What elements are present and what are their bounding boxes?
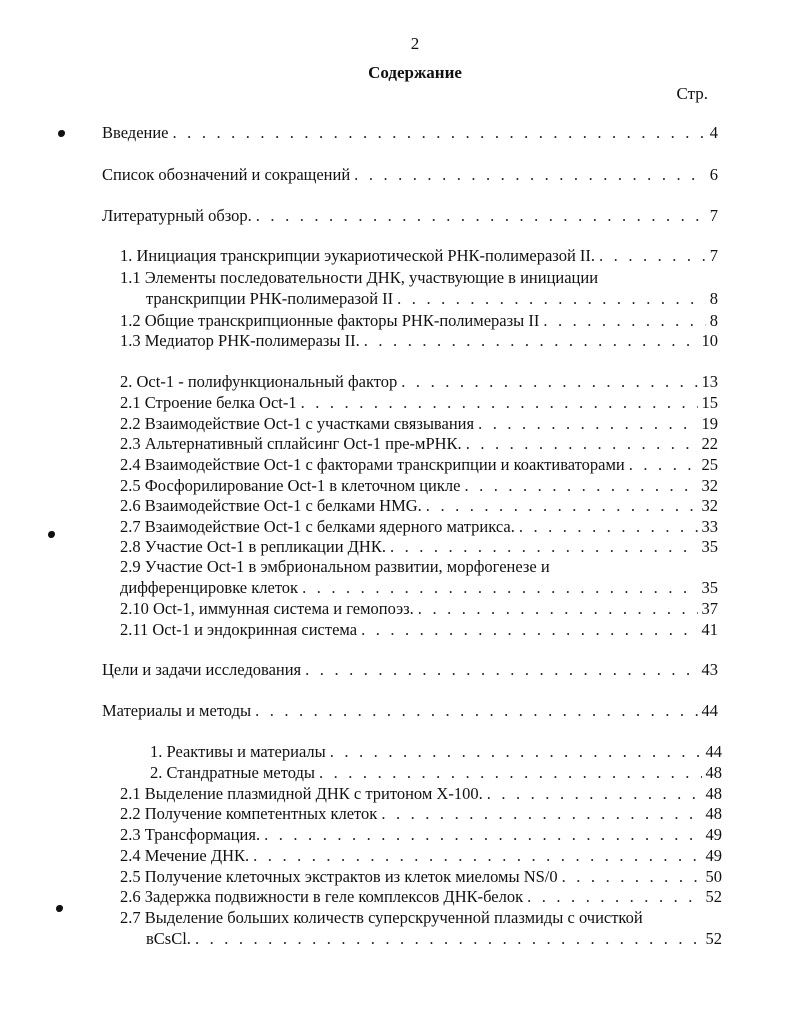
- toc-entry-label: Цели и задачи исследования: [102, 660, 302, 679]
- toc-leader-dots: [386, 537, 698, 557]
- toc-entry-label: 2. Стандратные методы: [150, 763, 315, 782]
- toc-leader-dots: [360, 331, 698, 351]
- toc-entry-page: 7: [709, 206, 718, 225]
- toc-entry: [120, 517, 718, 537]
- toc-leader-dots: [315, 763, 702, 783]
- toc-leader-dots: [474, 414, 697, 434]
- toc-leader-dots: [460, 476, 697, 496]
- toc-entry: [120, 455, 718, 475]
- toc-entry-label: 2.3 Альтернативный сплайсинг Oct-1 пре-мРНК.: [120, 434, 462, 453]
- toc-entry-label: 2.7 Взаимодействие Oct-1 с белками ядерного матрикса.: [120, 517, 515, 536]
- toc-leader-dots: [483, 784, 702, 804]
- toc-entry-label: 2.1 Строение белка Oct-1: [120, 393, 297, 412]
- toc-leader-dots: [169, 123, 706, 143]
- toc-entry: [146, 289, 718, 309]
- toc-entry: [120, 268, 718, 288]
- toc-leader-dots: [422, 496, 698, 516]
- toc-entry-page: 48: [705, 804, 722, 823]
- toc-entry: [120, 599, 718, 619]
- toc-entry: [120, 372, 718, 392]
- page-column-header: Стр.: [676, 84, 708, 103]
- toc-entry-page: 19: [701, 414, 718, 433]
- scan-mark: [58, 130, 65, 137]
- toc-entry: [102, 660, 718, 680]
- toc-entry-page: 8: [709, 311, 718, 330]
- toc-leader-dots: [595, 246, 706, 266]
- toc-entry-label: транскрипции РНК-полимеразой II: [146, 289, 394, 308]
- toc-entry-page: 48: [705, 784, 722, 803]
- toc-entry-label: 2.9 Участие Oct-1 в эмбриональном развитии, морфогенезе и: [120, 557, 550, 576]
- toc-leader-dots: [397, 372, 697, 392]
- toc-entry-label: 2.4 Мечение ДНК.: [120, 846, 250, 865]
- toc-entry: [120, 414, 718, 434]
- toc-entry-label: 1.3 Медиатор РНК-полимеразы II.: [120, 331, 360, 350]
- toc-leader-dots: [350, 165, 706, 185]
- toc-entry: [120, 578, 718, 598]
- scan-mark: [56, 905, 63, 912]
- toc-entry-page: 35: [701, 537, 718, 556]
- toc-entry: [120, 311, 718, 331]
- toc-entry-label: вCsCl.: [146, 929, 191, 948]
- toc-entry: [120, 393, 718, 413]
- toc-leader-dots: [377, 804, 701, 824]
- toc-leader-dots: [515, 517, 698, 537]
- toc-entry-page: 49: [705, 825, 722, 844]
- toc-entry-label: 2.4 Взаимодействие Oct-1 с факторами транскрипции и коактиваторами: [120, 455, 625, 474]
- toc-entry: [102, 123, 718, 143]
- toc-leader-dots: [357, 620, 697, 640]
- page-title: Содержание: [368, 63, 462, 82]
- toc-entry-label: 2.11 Oct-1 и эндокринная система: [120, 620, 358, 639]
- toc-leader-dots: [297, 393, 698, 413]
- toc-entry-page: 15: [701, 393, 718, 412]
- toc-leader-dots: [249, 846, 701, 866]
- toc-leader-dots: [191, 929, 702, 949]
- toc-entry: [120, 620, 718, 640]
- toc-entry: [120, 846, 722, 866]
- toc-leader-dots: [393, 289, 706, 309]
- toc-entry-page: 32: [701, 496, 718, 515]
- toc-entry-label: 2.10 Oct-1, иммунная система и гемопоэз.: [120, 599, 414, 618]
- toc-entry: [120, 331, 718, 351]
- toc-entry: [120, 557, 718, 577]
- toc-entry-page: 37: [701, 599, 718, 618]
- toc-entry-label: Материалы и методы: [102, 701, 252, 720]
- toc-leader-dots: [251, 701, 697, 721]
- toc-entry-label: 2.2 Взаимодействие Oct-1 с участками связывания: [120, 414, 475, 433]
- toc-entry: [150, 742, 722, 762]
- toc-entry: [102, 701, 718, 721]
- toc-entry-label: 1. Реактивы и материалы: [150, 742, 326, 761]
- toc-entry-page: 8: [709, 289, 718, 308]
- toc-leader-dots: [558, 867, 702, 887]
- toc-entry-label: дифференцировке клеток: [120, 578, 299, 597]
- toc-leader-dots: [326, 742, 702, 762]
- toc-entry-page: 35: [701, 578, 718, 597]
- toc-entry-label: 2.3 Трансформация.: [120, 825, 261, 844]
- toc-entry-label: 2.7 Выделение больших количеств суперскрученной плазмиды с очисткой: [120, 908, 643, 927]
- toc-leader-dots: [462, 434, 698, 454]
- toc-entry-page: 22: [701, 434, 718, 453]
- toc-entry: [150, 763, 722, 783]
- toc-entry-page: 44: [701, 701, 718, 720]
- toc-leader-dots: [523, 887, 701, 907]
- toc-entry: [120, 476, 718, 496]
- toc-entry-label: 2.5 Фосфорилирование Oct-1 в клеточном цикле: [120, 476, 461, 495]
- toc-entry-label: Список обозначений и сокращений: [102, 165, 351, 184]
- toc-entry-label: 1. Инициация транскрипции эукариотической РНК-полимеразой II.: [120, 246, 596, 265]
- toc-entry-label: 1.1 Элементы последовательности ДНК, участвующие в инициации: [120, 268, 599, 287]
- toc-entry-label: Литературный обзор.: [102, 206, 252, 225]
- toc-entry-page: 13: [701, 372, 718, 391]
- toc-entry-page: 52: [705, 929, 722, 948]
- toc-entry-page: 44: [705, 742, 722, 761]
- toc-entry-page: 49: [705, 846, 722, 865]
- toc-entry: [120, 246, 718, 266]
- toc-leader-dots: [260, 825, 701, 845]
- toc-entry-label: 1.2 Общие транскрипционные факторы РНК-полимеразы II: [120, 311, 540, 330]
- toc-entry: [120, 434, 718, 454]
- toc-entry-label: 2.6 Взаимодействие Oct-1 с белками HMG.: [120, 496, 422, 515]
- toc-entry: [120, 496, 718, 516]
- toc-leader-dots: [539, 311, 705, 331]
- toc-entry: [120, 825, 722, 845]
- toc-entry-page: 32: [701, 476, 718, 495]
- toc-entry-page: 50: [705, 867, 722, 886]
- toc-entry-page: 10: [701, 331, 718, 350]
- toc-entry: [120, 887, 722, 907]
- toc-leader-dots: [252, 206, 706, 226]
- toc-entry-page: 6: [709, 165, 718, 184]
- toc-entry-page: 52: [705, 887, 722, 906]
- toc-entry-label: 2. Oct-1 - полифункциональный фактор: [120, 372, 398, 391]
- toc-entry: [120, 908, 722, 928]
- toc-entry: [146, 929, 722, 949]
- toc-entry-page: 4: [709, 123, 718, 142]
- toc-entry-label: 2.2 Получение компетентных клеток: [120, 804, 378, 823]
- toc-entry: [102, 165, 718, 185]
- toc-entry: [120, 867, 722, 887]
- toc-entry: [102, 206, 718, 226]
- toc-entry-label: Введение: [102, 123, 169, 142]
- toc-entry-page: 41: [701, 620, 718, 639]
- toc-entry-page: 48: [705, 763, 722, 782]
- toc-entry-page: 25: [701, 455, 718, 474]
- toc-entry: [120, 784, 722, 804]
- page-number: 2: [410, 34, 420, 53]
- toc-leader-dots: [625, 455, 698, 475]
- toc-entry-label: 2.5 Получение клеточных экстрактов из клеток миеломы NS/0: [120, 867, 558, 886]
- toc-entry: [120, 804, 722, 824]
- scan-mark: [48, 531, 55, 538]
- toc-leader-dots: [301, 660, 697, 680]
- toc-leader-dots: [414, 599, 698, 619]
- toc-entry-page: 43: [701, 660, 718, 679]
- toc-entry-label: 2.8 Участие Oct-1 в репликации ДНК.: [120, 537, 386, 556]
- toc-entry-page: 7: [709, 246, 718, 265]
- toc-entry-page: 33: [701, 517, 718, 536]
- toc-leader-dots: [298, 578, 697, 598]
- toc-entry-label: 2.6 Задержка подвижности в геле комплексов ДНК-белок: [120, 887, 524, 906]
- toc-entry-label: 2.1 Выделение плазмидной ДНК с тритоном Х-100.: [120, 784, 483, 803]
- toc-entry: [120, 537, 718, 557]
